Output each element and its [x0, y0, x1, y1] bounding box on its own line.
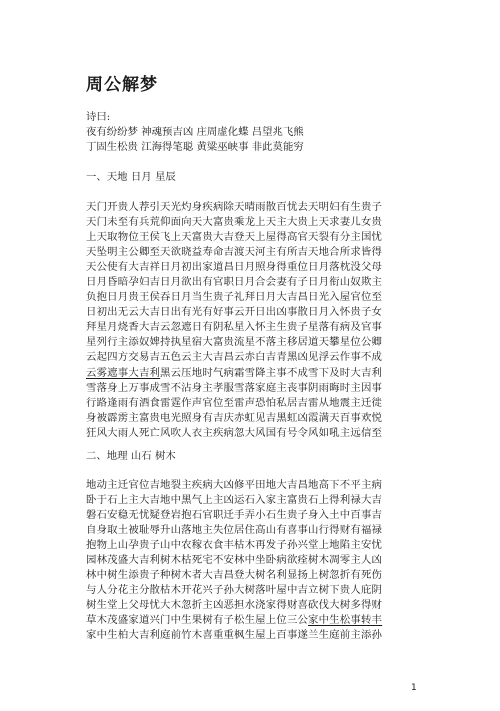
- dream-entry: 枯木开花兴子孙: [160, 584, 235, 597]
- table-row: [86, 628, 382, 643]
- dream-entry: 日出有光有好事: [160, 306, 235, 319]
- table-row: [86, 568, 382, 583]
- dream-entry: 风如吼主远信至: [308, 426, 383, 439]
- dream-entry: 砍伐大树多得财: [308, 599, 383, 612]
- dream-entry: 与人分花主分散: [86, 584, 161, 597]
- dream-entry: 飞上天富贵大吉: [160, 231, 235, 244]
- dream-entry: 雪下及时大吉利: [308, 366, 383, 379]
- dream-entry: 雷从地震主迁徙: [308, 396, 383, 409]
- dream-entry: 赤虹见吉黑虹凶: [234, 411, 309, 424]
- dream-entry: 道天攀星位公卿: [308, 336, 383, 349]
- page-number: 1: [411, 683, 417, 693]
- section-heading-geography: 二、地理 山石 树木: [86, 450, 176, 462]
- dream-entry: 云开日出凶事散: [234, 306, 309, 319]
- dream-entry: 上树忽折有死伤: [308, 569, 383, 582]
- table-row: [86, 426, 382, 441]
- dream-entry: 天坠明主公卿至: [86, 246, 161, 259]
- dream-entry: 日月初出家道昌: [160, 261, 235, 274]
- dream-entry: 居住高山有喜事: [234, 524, 309, 537]
- dream-entry: 天门未至有兵荒: [86, 216, 161, 229]
- table-row: [86, 493, 382, 508]
- dream-entry: 升山落地主失位: [160, 524, 235, 537]
- dream-entry: 堂上地陷主安忧: [308, 539, 383, 552]
- dream-entry: 礼拜日月大吉昌: [234, 291, 309, 304]
- table-row: [86, 335, 382, 350]
- dream-entry: 星入怀主生贵子: [234, 321, 309, 334]
- table-row: [86, 350, 382, 365]
- table-row: [86, 583, 382, 598]
- table-row: [86, 215, 382, 230]
- dream-entry: 五色云主大吉昌: [160, 351, 235, 364]
- dream-entry: 修平田地大吉昌: [234, 479, 309, 491]
- dream-entry: 天公使有大吉祥: [86, 261, 161, 274]
- dream-table-geography: [86, 478, 382, 644]
- dream-entry: 立树下贵人庇阴: [308, 584, 383, 597]
- dream-entry: 雷声恐怕私居吉: [234, 396, 309, 409]
- dream-entry: 风吹人衣主疾病: [160, 426, 235, 439]
- dream-entry: 日月欲出有官职: [160, 276, 235, 289]
- dream-entry: 地动主迁官位吉: [86, 479, 161, 491]
- dream-entry: 门中生果树有子: [160, 614, 235, 627]
- dream-table-heaven-earth: [86, 200, 382, 441]
- dream-entry: 黑云压地时气病: [160, 366, 235, 379]
- dream-entry: 云雾遮事大吉利: [86, 366, 161, 379]
- dream-entry: 担水浇家得财喜: [234, 599, 309, 612]
- poem-line: 夜有纷纷梦 神魂预吉凶 庄周虚化蝶 吕望兆飞熊: [86, 126, 304, 138]
- dream-entry: 日月衔山奴欺主: [308, 276, 383, 289]
- dream-entry: 草木茂盛家道兴: [86, 614, 161, 627]
- dream-entry: 乘龙上天主大贵: [234, 216, 309, 229]
- dream-entry: 林中树生添贵子: [86, 569, 161, 582]
- dream-entry: 日月照身得重位: [234, 261, 309, 274]
- table-row: [86, 538, 382, 553]
- dream-entry: 日光入屋官位至: [308, 291, 383, 304]
- dream-entry: 园林茂盛大吉利: [86, 554, 161, 567]
- dream-entry: 仰面向天大富贵: [160, 216, 235, 229]
- table-row: [86, 396, 382, 411]
- dream-entry: 抱物上山孕贵子: [86, 539, 161, 552]
- dream-entry: 枫生屋上百事遂: [234, 629, 309, 642]
- dream-entry: 天晴雨散百忧去: [234, 201, 309, 213]
- dream-entry: 兰生庭前主添孙: [308, 629, 383, 642]
- table-row: [86, 553, 382, 568]
- dream-entry: 拜星月烧香大吉: [86, 321, 161, 334]
- table-row: [86, 245, 382, 260]
- dream-entry: 日月入怀贵子女: [308, 306, 383, 319]
- dream-entry: 运石入家主富贵: [234, 494, 309, 507]
- dream-entry: 霜雪降主事不成: [234, 366, 309, 379]
- table-row: [86, 200, 382, 215]
- dream-entry: 大木忽折主凶恶: [160, 599, 235, 612]
- dream-entry: 云忽遮日有阴私: [160, 321, 235, 334]
- dream-entry: 日月落枕没父母: [308, 261, 383, 274]
- dream-entry: 家中生柏大吉利: [86, 629, 161, 642]
- dream-entry: 身被霹雳主富贵: [86, 411, 161, 424]
- dream-entry: 天欲晓益寿命吉: [160, 246, 235, 259]
- table-row: [86, 523, 382, 538]
- dream-entry: 地高下不平主病: [308, 479, 383, 491]
- table-row: [86, 478, 382, 493]
- dream-entry: 卧于石上主大吉: [86, 494, 161, 507]
- dream-entry: 地中黑气上主凶: [160, 494, 235, 507]
- dream-entry: 手弄小石生贵子: [234, 509, 309, 522]
- dream-entry: 云起四方交易吉: [86, 351, 161, 364]
- dream-entry: 霞满天百事欢悦: [308, 411, 383, 424]
- dream-entry: 枯木再发子孙兴: [234, 539, 309, 552]
- dream-entry: 雷霆作声官位至: [160, 396, 235, 409]
- table-row: [86, 508, 382, 523]
- table-row: [86, 598, 382, 613]
- dream-entry: 登岩抱石官职迁: [160, 509, 235, 522]
- poem-intro: 诗曰:: [86, 111, 111, 123]
- dream-entry: 日初出无云大吉: [86, 306, 161, 319]
- dream-entry: 云赤白吉青黑凶: [234, 351, 309, 364]
- poem-block: [86, 110, 304, 155]
- dream-entry: 山中农稼衣食丰: [160, 539, 235, 552]
- dream-entry: 身入土中百事吉: [308, 509, 383, 522]
- dream-entry: 林中坐卧病欲痊: [234, 554, 309, 567]
- dream-entry: 种树木者大吉昌: [160, 569, 235, 582]
- table-row: [86, 411, 382, 426]
- table-row: [86, 613, 382, 628]
- table-row: [86, 260, 382, 275]
- dream-entry: 电光照身有吉庆: [160, 411, 235, 424]
- dream-entry: 树木枯死宅不安: [160, 554, 235, 567]
- dream-entry: 渡天河主有所吉: [234, 246, 309, 259]
- dream-entry: 家中生松事转丰: [308, 614, 383, 627]
- dream-entry: 雪落家庭主丧事: [234, 381, 309, 394]
- dream-entry: 大树落叶屋中吉: [234, 584, 309, 597]
- dream-entry: 庭前竹木喜重重: [160, 629, 235, 642]
- section-heading-heaven-earth: 一、天地 日月 星辰: [86, 171, 176, 183]
- dream-entry: 地裂主疾病大凶: [160, 479, 235, 491]
- dream-entry: 石上得利禄大吉: [308, 494, 383, 507]
- dream-entry: 树生堂上父母忧: [86, 599, 161, 612]
- dream-entry: 自身取土被耻辱: [86, 524, 161, 537]
- dream-entry: 阴雨晦时主因事: [308, 381, 383, 394]
- dream-entry: 上天取物位王侯: [86, 231, 161, 244]
- table-row: [86, 230, 382, 245]
- table-row: [86, 305, 382, 320]
- poem-line: 丁固生松贵 江海得笔聪 黄粱巫峡事 非此莫能穷: [86, 141, 304, 153]
- dream-entry: 天光灼身疾病除: [160, 201, 235, 213]
- dream-entry: 见浮云作事不成: [308, 351, 383, 364]
- table-row: [86, 381, 382, 396]
- dream-entry: 狂风大雨人死亡: [86, 426, 161, 439]
- dream-entry: 行路逢雨有酒食: [86, 396, 161, 409]
- dream-entry: 日月合会妻有子: [234, 276, 309, 289]
- dream-entry: 登天上屋得高官: [234, 231, 309, 244]
- table-row: [86, 275, 382, 290]
- dream-entry: 山行得财有福禄: [308, 524, 383, 537]
- dream-entry: 忽大风国有号令: [234, 426, 309, 439]
- dream-entry: 磐石安稳无忧疑: [86, 509, 161, 522]
- dream-entry: 树木凋零主人凶: [308, 554, 383, 567]
- dream-entry: 登大树名利显扬: [234, 569, 309, 582]
- dream-entry: 天裂有分主国忧: [308, 231, 383, 244]
- table-row: [86, 290, 382, 305]
- dream-entry: 天地合所求皆得: [308, 246, 383, 259]
- dream-entry: 松生屋上位三公: [234, 614, 309, 627]
- dream-entry: 上天求妻儿女贵: [308, 216, 383, 229]
- dream-entry: 持执星宿大富贵: [160, 336, 235, 349]
- dream-entry: 雪落身上万事成: [86, 381, 161, 394]
- dream-entry: 星列行主添奴婢: [86, 336, 161, 349]
- table-row: [86, 320, 382, 335]
- dream-entry: 日月昏暗孕妇吉: [86, 276, 161, 289]
- page-title: 周公解梦: [86, 75, 158, 95]
- dream-entry: 吞日月当生贵子: [160, 291, 235, 304]
- dream-entry: 星落有病及官事: [308, 321, 383, 334]
- dream-entry: 天明妇有生贵子: [308, 201, 383, 213]
- table-row: [86, 366, 382, 381]
- dream-entry: 负抱日月贵王侯: [86, 291, 161, 304]
- dream-entry: 流星不落主移居: [234, 336, 309, 349]
- dream-entry: 雪不沾身主孝服: [160, 381, 235, 394]
- dream-entry: 天门开贵人荐引: [86, 201, 161, 213]
